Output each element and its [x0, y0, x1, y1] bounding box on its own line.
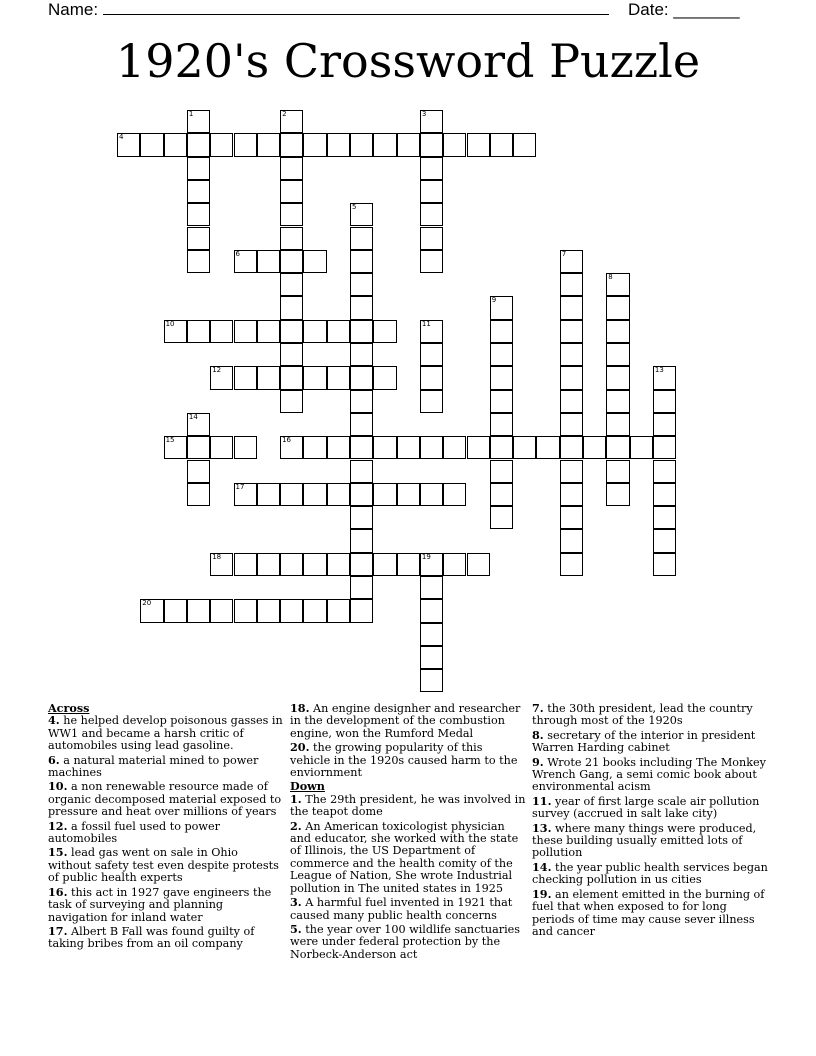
grid-cell[interactable]	[490, 296, 513, 319]
grid-cell[interactable]	[187, 227, 210, 250]
grid-cell[interactable]	[350, 483, 373, 506]
grid-cell[interactable]	[280, 296, 303, 319]
grid-cell[interactable]	[373, 366, 396, 389]
grid-cell[interactable]	[490, 460, 513, 483]
grid-cell[interactable]	[280, 250, 303, 273]
clue-number: 8	[608, 273, 613, 282]
clues-column-2	[290, 702, 526, 962]
clue-number: 7	[561, 249, 567, 258]
clue-across-12: 12. a fossil fuel used to power automobiles	[48, 818, 220, 846]
grid-cell[interactable]	[187, 250, 210, 273]
clue-number: 14	[188, 412, 198, 421]
grid-cell[interactable]	[606, 460, 629, 483]
grid-cell[interactable]	[397, 483, 420, 506]
grid-cell[interactable]	[560, 460, 583, 483]
grid-cell[interactable]	[187, 157, 210, 180]
grid-cell[interactable]	[420, 599, 443, 622]
clue-number: 4	[119, 133, 124, 142]
grid-cell[interactable]	[420, 553, 443, 576]
clue-across-18: 18. An engine designher and researcher in the development of the combustion engine, won the Rumford Medal	[290, 701, 521, 740]
clue-number: 10	[165, 319, 175, 328]
grid-cell[interactable]	[443, 553, 466, 576]
grid-cell[interactable]	[653, 460, 676, 483]
grid-cell[interactable]	[303, 133, 326, 156]
date-blank[interactable]: _______	[673, 0, 740, 19]
grid-cell[interactable]	[490, 483, 513, 506]
grid-cell[interactable]	[420, 576, 443, 599]
grid-cell[interactable]	[234, 436, 257, 459]
clue-down-13: 13. where many things were produced, these building usually emitted lots of pollution	[532, 820, 757, 860]
grid-cell[interactable]	[513, 436, 536, 459]
grid-cell[interactable]	[187, 180, 210, 203]
across-heading: Across	[48, 701, 90, 715]
clue-number: 3	[421, 110, 427, 118]
grid-cell[interactable]	[606, 390, 629, 413]
grid-cell[interactable]	[397, 436, 420, 459]
grid-cell[interactable]	[560, 506, 583, 529]
grid-cell[interactable]	[420, 203, 443, 226]
grid-cell[interactable]	[467, 553, 490, 576]
grid-cell[interactable]	[420, 157, 443, 180]
grid-cell[interactable]	[606, 296, 629, 319]
grid-cell[interactable]	[350, 296, 373, 319]
grid-cell[interactable]	[210, 133, 233, 156]
grid-cell[interactable]	[443, 436, 466, 459]
grid-cell[interactable]	[420, 320, 443, 343]
grid-cell[interactable]	[280, 157, 303, 180]
grid-cell[interactable]	[420, 366, 443, 389]
grid-cell[interactable]	[490, 390, 513, 413]
grid-cell[interactable]	[280, 436, 303, 459]
grid-cell[interactable]	[257, 366, 280, 389]
grid-cell[interactable]	[280, 180, 303, 203]
grid-cell[interactable]	[280, 133, 303, 156]
grid-cell[interactable]	[560, 343, 583, 366]
grid-cell[interactable]	[606, 343, 629, 366]
grid-cell[interactable]	[513, 133, 536, 156]
grid-cell[interactable]	[653, 529, 676, 552]
grid-cell[interactable]	[303, 599, 326, 622]
clue-across-20: 20. the growing popularity of this vehicle in the 1920s caused harm to the enviornment	[290, 740, 518, 780]
grid-cell[interactable]	[583, 436, 606, 459]
grid-cell[interactable]	[257, 133, 280, 156]
grid-cell[interactable]	[350, 250, 373, 273]
grid-cell[interactable]	[606, 436, 629, 459]
clue-number: 2	[282, 110, 287, 118]
grid-cell[interactable]	[164, 320, 187, 343]
clue-number: 17	[235, 482, 245, 491]
grid-cell[interactable]	[490, 506, 513, 529]
clue-number: 9	[491, 296, 497, 305]
name-label: Name:	[48, 0, 99, 19]
grid-cell[interactable]	[443, 483, 466, 506]
clue-down-9: 9. Wrote 21 books including The Monkey Wrench Gang, a semi comic book about environmental acism	[532, 754, 766, 794]
grid-cell[interactable]	[327, 599, 350, 622]
clue-down-19: 19. an element emitted in the burning of fuel that when exposed to for long periods of time may cause sever illness and cancer	[532, 886, 765, 938]
grid-cell[interactable]	[140, 599, 163, 622]
grid-cell[interactable]	[280, 366, 303, 389]
grid-cell[interactable]	[467, 436, 490, 459]
grid-cell[interactable]	[140, 133, 163, 156]
clue-across-6: 6. a natural material mined to power machines	[48, 752, 259, 780]
grid-cell[interactable]	[210, 320, 233, 343]
grid-cell[interactable]	[280, 273, 303, 296]
grid-cell[interactable]	[653, 483, 676, 506]
grid-cell[interactable]	[234, 553, 257, 576]
grid-cell[interactable]	[234, 320, 257, 343]
grid-cell[interactable]	[350, 506, 373, 529]
grid-cell[interactable]	[490, 320, 513, 343]
grid-cell[interactable]	[350, 436, 373, 459]
grid-cell[interactable]	[560, 553, 583, 576]
clue-down-5: 5. the year over 100 wildlife sanctuaries were under federal protection by the Norbeck-Anderson act	[290, 921, 521, 961]
clue-across-15: 15. lead gas went on sale in Ohio without safety test even despite protests of public health experts	[48, 845, 279, 885]
grid-cell[interactable]	[280, 553, 303, 576]
grid-cell[interactable]	[187, 413, 210, 436]
grid-cell[interactable]	[350, 553, 373, 576]
grid-cell[interactable]	[257, 250, 280, 273]
grid-cell[interactable]	[350, 227, 373, 250]
grid-cell[interactable]	[303, 366, 326, 389]
grid-cell[interactable]	[327, 436, 350, 459]
grid-cell[interactable]	[420, 390, 443, 413]
grid-cell[interactable]	[303, 250, 326, 273]
grid-cell[interactable]	[350, 343, 373, 366]
grid-cell[interactable]	[280, 320, 303, 343]
grid-cell[interactable]	[397, 133, 420, 156]
grid-cell[interactable]	[187, 599, 210, 622]
grid-cell[interactable]	[117, 133, 140, 156]
grid-cell[interactable]	[560, 296, 583, 319]
grid-cell[interactable]	[653, 366, 676, 389]
grid-cell[interactable]	[653, 413, 676, 436]
grid-cell[interactable]	[257, 483, 280, 506]
grid-cell[interactable]	[164, 599, 187, 622]
grid-cell[interactable]	[187, 483, 210, 506]
grid-cell[interactable]	[210, 553, 233, 576]
grid-cell[interactable]	[420, 227, 443, 250]
grid-cell[interactable]	[467, 133, 490, 156]
grid-cell[interactable]	[560, 390, 583, 413]
grid-cell[interactable]	[187, 110, 210, 133]
grid-cell[interactable]	[490, 366, 513, 389]
grid-cell[interactable]	[653, 390, 676, 413]
clue-down-7: 7. the 30th president, lead the country through most of the 1920s	[532, 701, 753, 728]
grid-cell[interactable]	[303, 436, 326, 459]
grid-cell[interactable]	[373, 133, 396, 156]
grid-cell[interactable]	[606, 273, 629, 296]
grid-cell[interactable]	[373, 320, 396, 343]
grid-cell[interactable]	[327, 320, 350, 343]
grid-cell[interactable]	[606, 483, 629, 506]
grid-cell[interactable]	[420, 436, 443, 459]
grid-cell[interactable]	[420, 623, 443, 646]
clue-number: 16	[282, 436, 292, 445]
grid-cell[interactable]	[490, 133, 513, 156]
grid-cell[interactable]	[327, 483, 350, 506]
grid-cell[interactable]	[630, 436, 653, 459]
grid-cell[interactable]	[234, 366, 257, 389]
grid-cell[interactable]	[606, 320, 629, 343]
clue-down-1: 1. The 29th president, he was involved in the teapot dome	[290, 791, 526, 819]
grid-cell[interactable]	[560, 529, 583, 552]
grid-cell[interactable]	[490, 436, 513, 459]
grid-cell[interactable]	[560, 273, 583, 296]
grid-cell[interactable]	[210, 366, 233, 389]
clue-across-17: 17. Albert B Fall was found guilty of taking bribes from an oil company	[48, 923, 255, 951]
grid-cell[interactable]	[280, 483, 303, 506]
grid-cell[interactable]	[210, 436, 233, 459]
grid-cell[interactable]	[490, 413, 513, 436]
grid-cell[interactable]	[257, 320, 280, 343]
grid-cell[interactable]	[350, 366, 373, 389]
grid-cell[interactable]	[350, 413, 373, 436]
clue-down-2: 2. An American toxicologist physician and educator, she worked with the state of Illinois, the US Department of commerce and the health comity of the League of Nation, She wrote Industrial pollution in The united states in 1925	[290, 818, 519, 895]
grid-cell[interactable]	[280, 203, 303, 226]
grid-cell[interactable]	[373, 436, 396, 459]
grid-cell[interactable]	[560, 413, 583, 436]
grid-cell[interactable]	[303, 483, 326, 506]
clue-number: 20	[142, 599, 152, 608]
grid-cell[interactable]	[350, 133, 373, 156]
grid-cell[interactable]	[234, 483, 257, 506]
grid-cell[interactable]	[280, 599, 303, 622]
grid-cell[interactable]	[187, 320, 210, 343]
clue-number: 5	[352, 203, 357, 212]
grid-cell[interactable]	[606, 366, 629, 389]
grid-cell[interactable]	[350, 390, 373, 413]
grid-cell[interactable]	[490, 343, 513, 366]
date-label: Date:	[628, 0, 669, 19]
grid-cell[interactable]	[420, 646, 443, 669]
clue-down-8: 8. secretary of the interior in president Warren Harding cabinet	[532, 727, 756, 755]
grid-cell[interactable]	[373, 483, 396, 506]
down-heading: Down	[290, 779, 325, 794]
grid-cell[interactable]	[653, 553, 676, 576]
grid-cell[interactable]	[420, 343, 443, 366]
clue-number: 15	[165, 436, 175, 445]
grid-cell[interactable]	[234, 250, 257, 273]
grid-cell[interactable]	[536, 436, 559, 459]
grid-cell[interactable]	[350, 599, 373, 622]
grid-cell[interactable]	[350, 529, 373, 552]
page-title: 1920's Crossword Puzzle	[115, 34, 701, 88]
clue-number: 6	[235, 249, 240, 258]
grid-cell[interactable]	[327, 553, 350, 576]
grid-cell[interactable]	[234, 599, 257, 622]
grid-cell[interactable]	[420, 669, 443, 692]
grid-cell[interactable]	[187, 203, 210, 226]
grid-cell[interactable]	[560, 483, 583, 506]
grid-cell[interactable]	[420, 133, 443, 156]
grid-cell[interactable]	[187, 460, 210, 483]
grid-cell[interactable]	[350, 576, 373, 599]
grid-cell[interactable]	[420, 483, 443, 506]
grid-cell[interactable]	[606, 413, 629, 436]
grid-cell[interactable]	[303, 553, 326, 576]
grid-cell[interactable]	[397, 553, 420, 576]
grid-cell[interactable]	[280, 390, 303, 413]
clue-number: 19	[421, 552, 431, 561]
grid-cell[interactable]	[560, 366, 583, 389]
grid-cell[interactable]	[187, 436, 210, 459]
clues-column-3	[532, 702, 768, 939]
grid-cell[interactable]	[350, 460, 373, 483]
grid-cell[interactable]	[164, 436, 187, 459]
grid-cell[interactable]	[327, 366, 350, 389]
clue-down-14: 14. the year public health services began checking pollution in us cities	[532, 859, 768, 887]
grid-cell[interactable]	[420, 250, 443, 273]
clue-across-16: 16. this act in 1927 gave engineers the task of surveying and planning navigation for inland water	[48, 884, 272, 924]
grid-cell[interactable]	[560, 436, 583, 459]
grid-cell[interactable]	[560, 250, 583, 273]
grid-cell[interactable]	[560, 320, 583, 343]
grid-cell[interactable]	[327, 133, 350, 156]
clue-down-11: 11. year of first large scale air pollution survey (accrued in salt lake city)	[532, 793, 760, 821]
clue-number: 13	[654, 366, 664, 375]
grid-cell[interactable]	[443, 133, 466, 156]
clue-number: 11	[421, 319, 431, 328]
grid-cell[interactable]	[373, 553, 396, 576]
grid-cell[interactable]	[653, 506, 676, 529]
grid-cell[interactable]	[280, 343, 303, 366]
grid-cell[interactable]	[420, 180, 443, 203]
grid-cell[interactable]	[210, 599, 233, 622]
grid-cell[interactable]	[257, 599, 280, 622]
grid-cell[interactable]	[350, 203, 373, 226]
grid-cell[interactable]	[164, 133, 187, 156]
grid-cell[interactable]	[234, 133, 257, 156]
grid-cell[interactable]	[257, 553, 280, 576]
grid-cell[interactable]	[280, 227, 303, 250]
clues-column-1	[48, 702, 284, 952]
grid-cell[interactable]	[280, 110, 303, 133]
clue-number: 12	[212, 366, 222, 375]
clue-across-4: 4. he helped develop poisonous gasses in WW1 and became a harsh critic of automobiles using lead gasoline.	[48, 713, 283, 753]
grid-cell[interactable]	[350, 320, 373, 343]
clue-number: 18	[212, 552, 222, 561]
grid-cell[interactable]	[350, 273, 373, 296]
clue-down-3: 3. A harmful fuel invented in 1921 that caused many public health concerns	[290, 895, 513, 922]
clue-across-10: 10. a non renewable resource made of organic decomposed material exposed to pressure and heat over millions of years	[48, 779, 282, 819]
grid-cell[interactable]	[303, 320, 326, 343]
grid-cell[interactable]	[420, 110, 443, 133]
clue-number: 1	[188, 110, 194, 118]
grid-cell[interactable]	[187, 133, 210, 156]
grid-cell[interactable]	[653, 436, 676, 459]
